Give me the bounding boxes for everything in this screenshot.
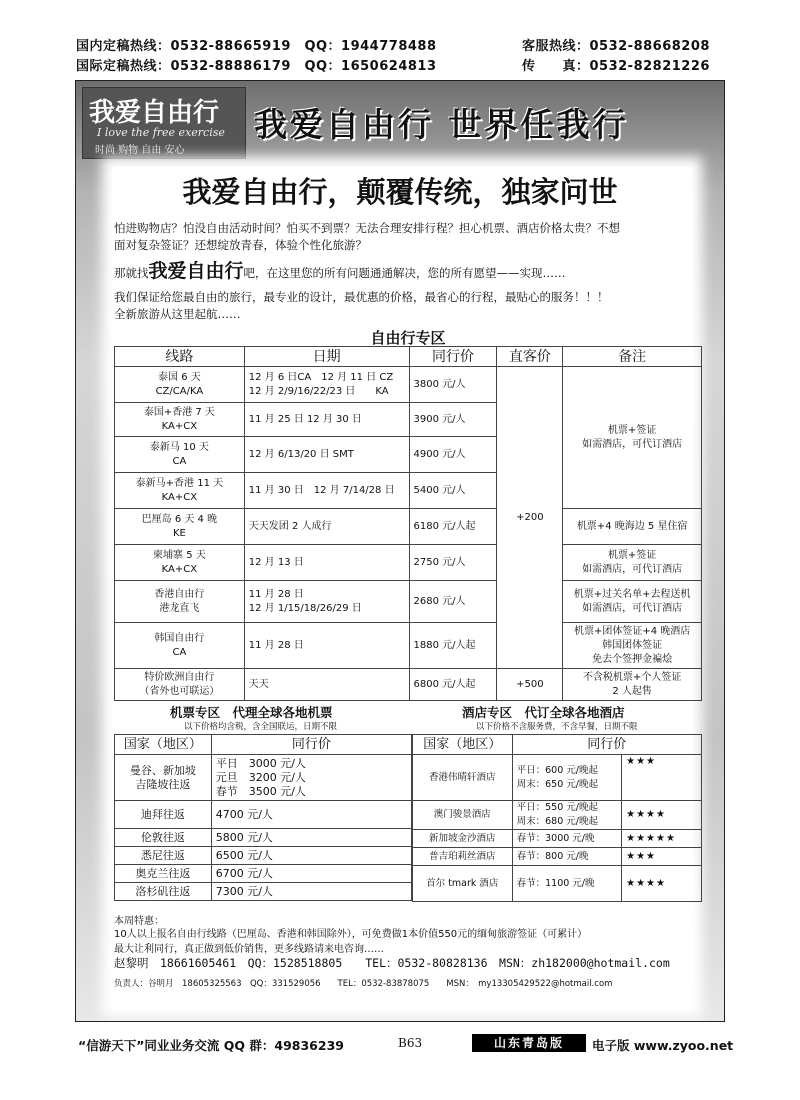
route-cell: 泰国 6 天 CZ/CA/KA [115, 367, 245, 403]
dest-cell: 伦敦往返 [115, 829, 212, 847]
date-cell: 11 月 30 日 12 月 7/14/28 日 [244, 473, 409, 509]
intro-line-3 [114, 256, 566, 283]
hotel-header-row [413, 735, 702, 755]
price-cell: 4900 元/人 [409, 437, 497, 473]
date-cell: 天天发团 2 人成行 [244, 509, 409, 545]
logo-title: 我爱自由行 [89, 98, 220, 128]
route-cell: 香港自由行 港龙直飞 [115, 581, 245, 623]
footer-website[interactable]: 电子版 www.zyoo.net [592, 1038, 734, 1053]
banner-slogan: 我爱自由行 世界任我行 [254, 105, 629, 144]
date-cell: 12 月 13 日 [244, 545, 409, 581]
intl-hotline: 国际定稿热线：0532-88886179 QQ：1650624813 [76, 59, 437, 74]
hotel-price-cell: 平日：600 元/晚起 周末：650 元/晚起 [512, 755, 622, 801]
page-number: B63 [398, 1036, 423, 1050]
remark-cell: 机票+4 晚海边 5 星住宿 [563, 509, 702, 545]
route-cell: 泰新马 10 天 CA [115, 437, 245, 473]
logo-tags: 时尚 购物 自由 安心 [95, 145, 185, 156]
intro-brand: 我爱自由行 [148, 260, 244, 282]
route-cell: 泰国+香港 7 天 KA+CX [115, 403, 245, 437]
table-row [115, 581, 702, 623]
remark-cell: 机票+团体签证+4 晚酒店 韩国团体签证 免去个签押金褊烩 [563, 623, 702, 669]
price-cell: 平日 3000 元/人 元旦 3200 元/人 春节 3500 元/人 [211, 755, 411, 801]
header-peer-price: 同行价 [409, 347, 497, 367]
table-row [413, 866, 702, 902]
intro-line-4: 我们保证给您最自由的旅行，最专业的设计，最优惠的价格，最省心的行程，最贴心的服务！！！ [114, 290, 609, 304]
free-travel-table [114, 346, 702, 701]
hotel-stars: ★★★ [622, 755, 702, 801]
hotel-stars: ★★★★★ [622, 830, 702, 848]
hotel-name-cell: 澳门骏景酒店 [413, 801, 513, 830]
date-cell: 12 月 6 日CA 12 月 11 日 CZ 12 月 2/9/16/22/23 日 KA [244, 367, 409, 403]
dest-cell: 奥克兰往返 [115, 865, 212, 883]
intro-pre: 那就找 [114, 266, 149, 280]
flight-header-row [115, 735, 412, 755]
domestic-hotline: 国内定稿热线：0532-88665919 QQ：1944778488 [76, 39, 437, 54]
dest-cell: 悉尼往返 [115, 847, 212, 865]
intro-line-1: 怕进购物店？怕没自由活动时间？怕买不到票？无法合理安排行程？担心机票、酒店价格太贵？不想 [114, 221, 620, 235]
date-cell: 11 月 25 日 12 月 30 日 [244, 403, 409, 437]
hotel-table [412, 734, 702, 902]
table-row [413, 848, 702, 866]
date-cell: 天天 [244, 669, 409, 701]
route-cell: 巴厘岛 6 天 4 晚 KE [115, 509, 245, 545]
remark-cell: 不含税机票+个人签证 2 人起售 [563, 669, 702, 701]
date-cell: 11 月 28 日 [244, 623, 409, 669]
fax-line: 传 真：0532-82821226 [522, 59, 710, 74]
table-row [115, 865, 412, 883]
weekly-special-line-2: 最大让利同行，真正做到低价销售，更多线路请来电咨询…… [114, 944, 384, 955]
table-row [115, 755, 412, 801]
surcharge-cell: +500 [497, 669, 563, 701]
table-row [115, 545, 702, 581]
flight-zone-title: 机票专区 代理全球各地机票 [170, 705, 333, 720]
flight-table [114, 734, 412, 901]
hotel-price-cell: 春节：3000 元/晚 [512, 830, 622, 848]
table-row [115, 509, 702, 545]
page-headline: 我爱自由行，颠覆传统，独家问世 [182, 175, 618, 209]
price-cell: 6500 元/人 [211, 847, 411, 865]
weekly-special-title: 本周特惠： [114, 916, 164, 927]
contact-responsible: 负责人：谷明月 18605325563 QQ：331529056 TEL：0532-83878075 MSN： my13305429522@hotmail.com [114, 979, 613, 989]
table-row [115, 829, 412, 847]
route-cell: 泰新马+香港 11 天 KA+CX [115, 473, 245, 509]
table-row [413, 755, 702, 801]
table-row [413, 830, 702, 848]
intro-line-5: 全新旅游从这里起航…… [114, 307, 241, 321]
route-cell: 韩国自由行 CA [115, 623, 245, 669]
table-row [115, 669, 702, 701]
flight-zone-note: 以下价格均含税，含全国联运，日期不限 [184, 722, 338, 732]
price-cell: 2680 元/人 [409, 581, 497, 623]
table-row [115, 801, 412, 829]
header-price: 同行价 [211, 735, 411, 755]
brand-logo [82, 87, 246, 159]
price-cell: 3900 元/人 [409, 403, 497, 437]
price-cell: 6180 元/人起 [409, 509, 497, 545]
table-row [115, 847, 412, 865]
dest-cell: 洛杉矶往返 [115, 883, 212, 901]
header-country: 国家（地区） [413, 735, 513, 755]
price-cell: 4700 元/人 [211, 801, 411, 829]
route-cell: 特价欧洲自由行 （省外也可联运） [115, 669, 245, 701]
price-cell: 1880 元/人起 [409, 623, 497, 669]
route-cell: 柬埔寨 5 天 KA+CX [115, 545, 245, 581]
price-cell: 6800 元/人起 [409, 669, 497, 701]
hotel-price-cell: 春节：1100 元/晚 [512, 866, 622, 902]
price-cell: 5800 元/人 [211, 829, 411, 847]
hotel-price-cell: 平日：550 元/晚起 周末：680 元/晚起 [512, 801, 622, 830]
table-row [115, 367, 702, 403]
hotel-name-cell: 新加坡金沙酒店 [413, 830, 513, 848]
table-row [115, 623, 702, 669]
hotel-name-cell: 普吉珀莉丝酒店 [413, 848, 513, 866]
hotel-name-cell: 香港伟晴轩酒店 [413, 755, 513, 801]
header-country: 国家（地区） [115, 735, 212, 755]
date-cell: 11 月 28 日 12 月 1/15/18/26/29 日 [244, 581, 409, 623]
header-price: 同行价 [512, 735, 701, 755]
header-direct-price: 直客价 [497, 347, 563, 367]
footer-qq-group: “信游天下”同业业务交流 QQ 群：49836239 [78, 1038, 344, 1053]
weekly-special-line-1: 10人以上报名自由行线路（巴厘岛、香港和韩国除外），可免费做1本价值550元的缅甸旅游签证（可累计） [114, 929, 588, 940]
date-cell: 12 月 6/13/20 日 SMT [244, 437, 409, 473]
dest-cell: 迪拜往返 [115, 801, 212, 829]
service-hotline: 客服热线：0532-88668208 [522, 39, 710, 54]
surcharge-cell: +200 [497, 367, 563, 669]
intro-post: 吧，在这里您的所有问题通通解决，您的所有愿望——实现…… [243, 266, 566, 280]
hotel-name-cell: 首尔 tmark 酒店 [413, 866, 513, 902]
logo-subtitle: I love the free exercise [97, 126, 225, 139]
hotel-stars: ★★★ [622, 848, 702, 866]
price-cell: 6700 元/人 [211, 865, 411, 883]
hotel-zone-note: 以下价格不含服务费，不含早餐，日期不限 [476, 722, 638, 732]
hotel-price-cell: 春节：800 元/晚 [512, 848, 622, 866]
contact-main: 赵黎明 18661605461 QQ：1528518805 TEL：0532-80828136 MSN：zh182000@hotmail.com [114, 956, 670, 970]
remark-cell: 机票+签证 如需酒店，可代订酒店 [563, 367, 702, 509]
edition-badge: 山东青岛版 [472, 1034, 586, 1052]
hotel-stars: ★★★★ [622, 866, 702, 902]
remark-cell: 机票+签证 如需酒店，可代订酒店 [563, 545, 702, 581]
table-row [115, 883, 412, 901]
remark-cell: 机票+过关名单+去程送机 如需酒店，可代订酒店 [563, 581, 702, 623]
dest-cell: 曼谷、新加坡 吉隆坡往返 [115, 755, 212, 801]
table-row [413, 801, 702, 830]
price-cell: 2750 元/人 [409, 545, 497, 581]
hotel-zone-title: 酒店专区 代订全球各地酒店 [462, 705, 625, 720]
free-travel-zone-title: 自由行专区 [370, 329, 446, 347]
intro-line-2: 面对复杂签证？还想绽放青春，体验个性化旅游？ [114, 238, 367, 252]
header-route: 线路 [115, 347, 245, 367]
table-header-row [115, 347, 702, 367]
hotel-stars: ★★★★ [622, 801, 702, 830]
header-remarks: 备注 [563, 347, 702, 367]
header-date: 日期 [244, 347, 409, 367]
price-cell: 5400 元/人 [409, 473, 497, 509]
price-cell: 3800 元/人 [409, 367, 497, 403]
price-cell: 7300 元/人 [211, 883, 411, 901]
